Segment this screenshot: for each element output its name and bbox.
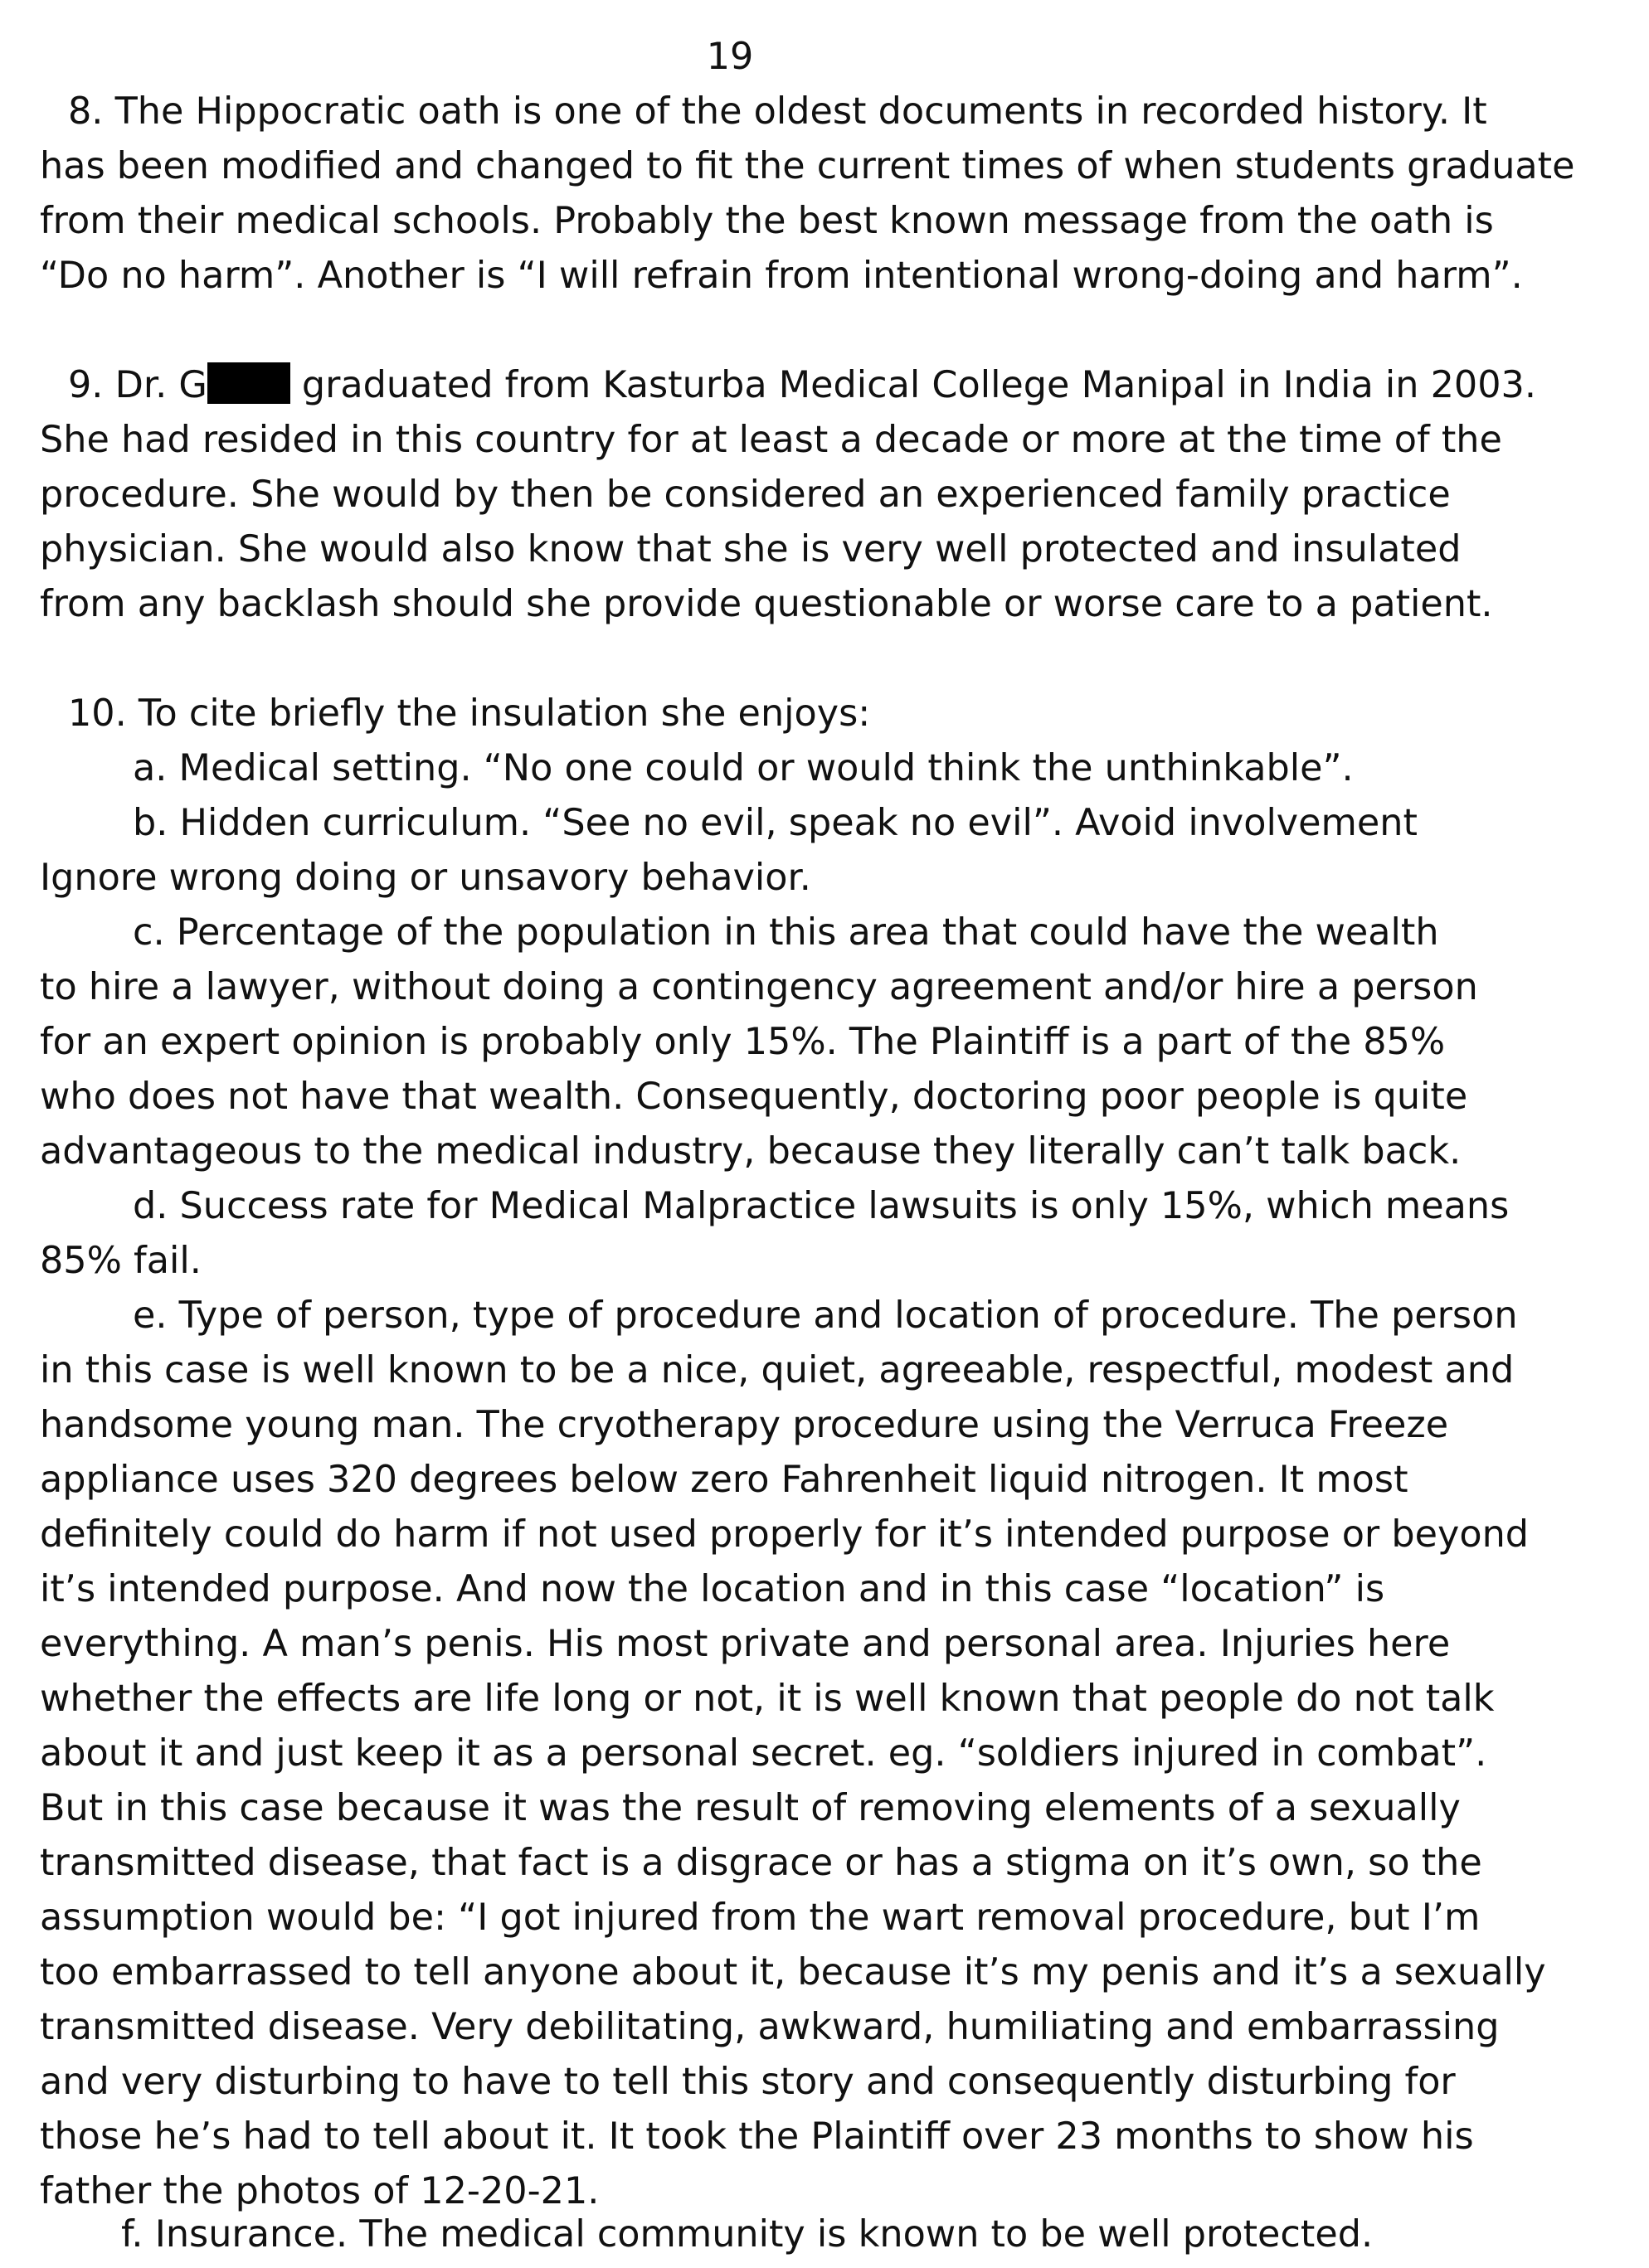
item-b-line-2: Ignore wrong doing or unsavory behavior. — [40, 857, 811, 899]
item-a: a. Medical setting. “No one could or would think the unthinkable”. — [133, 747, 1354, 789]
redaction-block — [207, 362, 290, 404]
item-e-line-14: transmitted disease. Very debilitating, awkward, humiliating and embarrassing — [40, 2006, 1500, 2048]
item-e-line-3: handsome young man. The cryotherapy procedure using the Verruca Freeze — [40, 1404, 1449, 1446]
para-9-line-1 — [68, 358, 1536, 413]
item-c-line-3: for an expert opinion is probably only 15%. The Plaintiff is a part of the 85% — [40, 1021, 1446, 1063]
para-9-line-5: from any backlash should she provide questionable or worse care to a patient. — [40, 583, 1493, 625]
item-e-line-2: in this case is well known to be a nice, quiet, agreeable, respectful, modest and — [40, 1349, 1515, 1391]
para-8-line-3: from their medical schools. Probably the best known message from the oath is — [40, 200, 1494, 242]
item-e-line-16: those he’s had to tell about it. It took the Plaintiff over 23 months to show his — [40, 2115, 1474, 2158]
item-e-line-5: definitely could do harm if not used properly for it’s intended purpose or beyond — [40, 1513, 1530, 1556]
para-9-line-4: physician. She would also know that she is very well protected and insulated — [40, 528, 1462, 571]
para-10-heading: 10. To cite briefly the insulation she enjoys: — [68, 692, 871, 735]
para-8-line-2: has been modified and changed to fit the current times of when students graduate — [40, 145, 1575, 187]
para-9-line-2: She had resided in this country for at least a decade or more at the time of the — [40, 419, 1502, 461]
item-f: f. Insurance. The medical community is known to be well protected. — [121, 2213, 1374, 2256]
item-c-line-1: c. Percentage of the population in this area that could have the wealth — [133, 911, 1439, 954]
item-d-line-2: 85% fail. — [40, 1240, 202, 1282]
item-e-line-1: e. Type of person, type of procedure and location of procedure. The person — [133, 1294, 1518, 1337]
para-9-suffix: graduated from Kasturba Medical College Manipal in India in 2003. — [301, 364, 1537, 406]
item-b-line-1: b. Hidden curriculum. “See no evil, speak no evil”. Avoid involvement — [133, 802, 1418, 844]
item-e-line-7: everything. A man’s penis. His most private and personal area. Injuries here — [40, 1623, 1451, 1665]
item-e-line-8: whether the effects are life long or not, it is well known that people do not talk — [40, 1678, 1495, 1720]
item-e-line-17: father the photos of 12-20-21. — [40, 2170, 600, 2212]
item-e-line-9: about it and just keep it as a personal secret. eg. “soldiers injured in combat”. — [40, 1732, 1487, 1775]
page-number: 19 — [706, 36, 754, 78]
item-e-line-6: it’s intended purpose. And now the location and in this case “location” is — [40, 1568, 1385, 1610]
item-c-line-2: to hire a lawyer, without doing a contingency agreement and/or hire a person — [40, 966, 1478, 1008]
para-8-line-4: “Do no harm”. Another is “I will refrain from intentional wrong-doing and harm”. — [40, 255, 1523, 297]
item-e-line-10: But in this case because it was the result of removing elements of a sexually — [40, 1787, 1461, 1829]
item-d-line-1: d. Success rate for Medical Malpractice lawsuits is only 15%, which means — [133, 1185, 1510, 1227]
para-9-line-3: procedure. She would by then be considered an experienced family practice — [40, 474, 1451, 516]
item-e-line-4: appliance uses 320 degrees below zero Fahrenheit liquid nitrogen. It most — [40, 1459, 1408, 1501]
para-9-prefix: 9. Dr. G — [68, 364, 207, 406]
item-c-line-5: advantageous to the medical industry, because they literally can’t talk back. — [40, 1130, 1462, 1173]
para-8-line-1: 8. The Hippocratic oath is one of the oldest documents in recorded history. It — [68, 90, 1487, 133]
item-e-line-11: transmitted disease, that fact is a disgrace or has a stigma on it’s own, so the — [40, 1842, 1482, 1884]
item-c-line-4: who does not have that wealth. Consequently, doctoring poor people is quite — [40, 1076, 1468, 1118]
item-e-line-12: assumption would be: “I got injured from the wart removal procedure, but I’m — [40, 1896, 1481, 1939]
item-e-line-13: too embarrassed to tell anyone about it, because it’s my penis and it’s a sexually — [40, 1951, 1546, 1994]
item-e-line-15: and very disturbing to have to tell this story and consequently disturbing for — [40, 2061, 1456, 2103]
